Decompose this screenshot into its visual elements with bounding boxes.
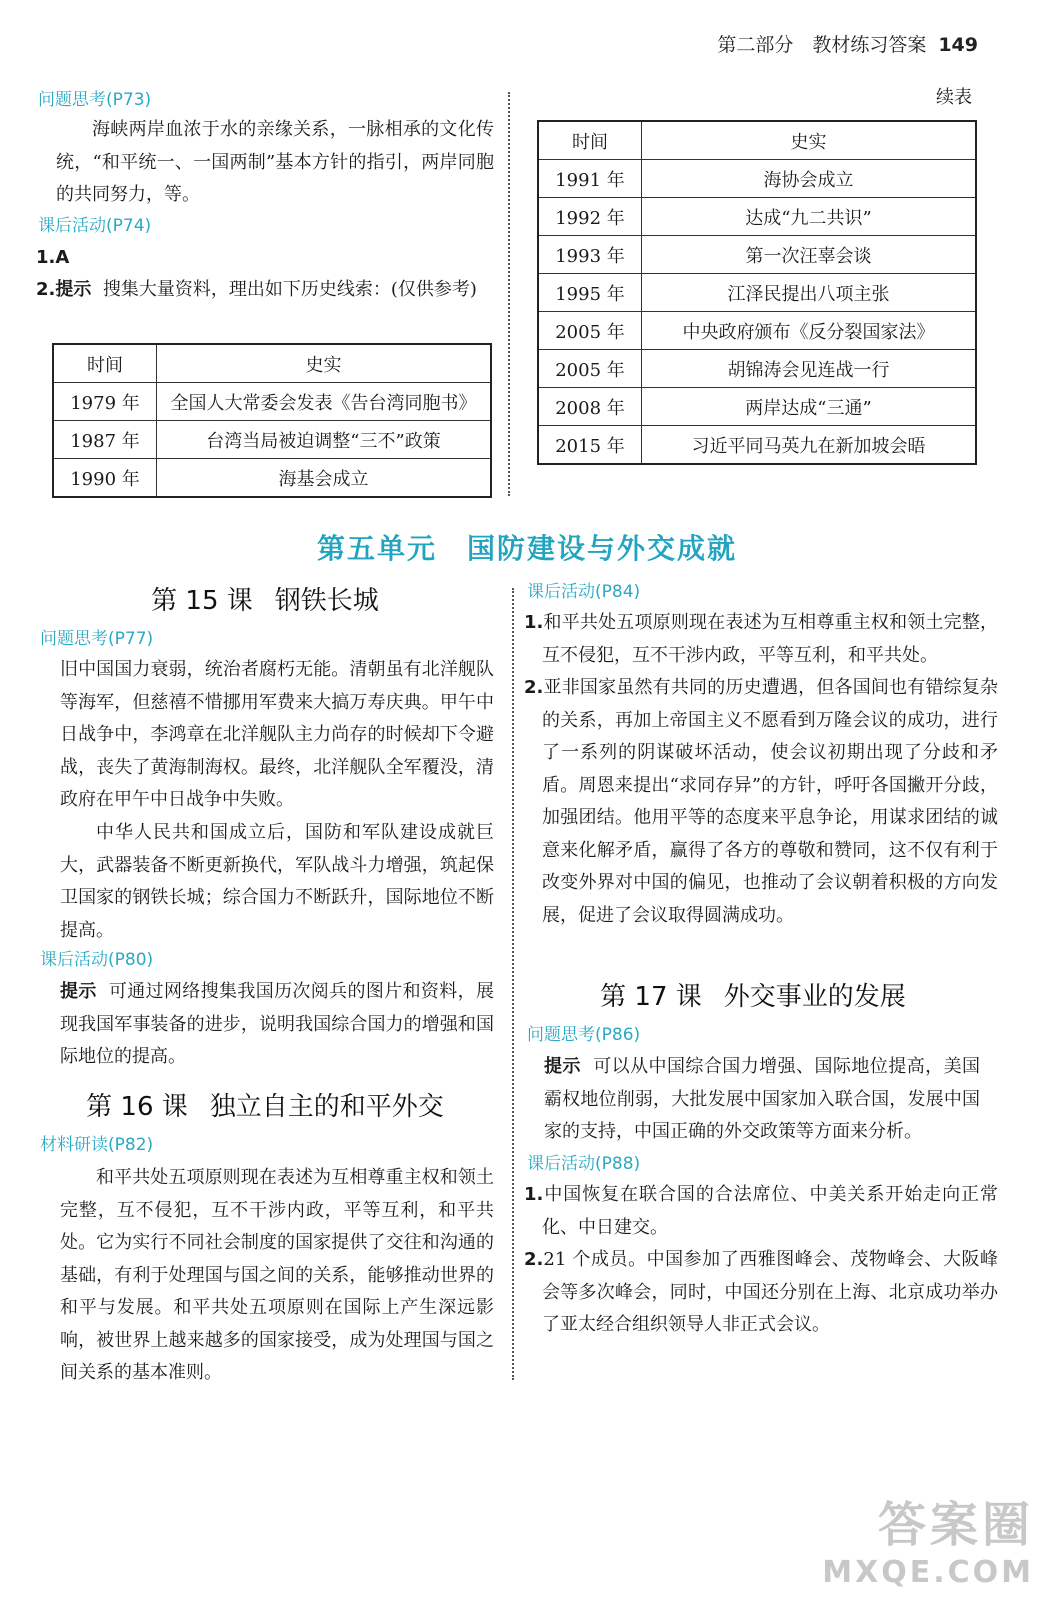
a80-text: 可通过网络搜集我国历次阅兵的图片和资料，展现我国军事装备的进步，说明我国综合国力的增强和国际地位的提高。 xyxy=(60,981,494,1067)
timeline-table-2 xyxy=(537,120,977,465)
table-row xyxy=(538,350,976,388)
table-cell-fact: 台湾当局被迫调整“三不”政策 xyxy=(157,421,492,459)
table-cell-time: 2015 年 xyxy=(538,426,642,465)
a74-item-2-num: 2. xyxy=(36,279,56,300)
table-header-fact: 史实 xyxy=(157,344,492,383)
table-row xyxy=(538,160,976,198)
q73-title: 问题思考(P73) xyxy=(38,90,152,110)
q77-title: 问题思考(P77) xyxy=(40,629,154,649)
a74-item-1-num: 1. xyxy=(36,247,56,268)
a84-item-2-num: 2. xyxy=(524,677,544,698)
table-cell-time: 1993 年 xyxy=(538,236,642,274)
table-header-row xyxy=(538,121,976,160)
table-cell-time: 1987 年 xyxy=(53,421,157,459)
table-cell-time: 1992 年 xyxy=(538,198,642,236)
lesson-16-heading xyxy=(36,1086,494,1123)
a74-item-1-text: A xyxy=(55,247,70,268)
table-row xyxy=(538,388,976,426)
lesson-15-number: 第 15 课 xyxy=(151,586,253,616)
page-header xyxy=(717,30,978,57)
a84-item-1 xyxy=(524,607,998,672)
m82-text: 和平共处五项原则现在表述为互相尊重主权和领土完整，互不侵犯，互不干涉内政，平等互利，和平共处。它为实行不同社会制度的国家提供了交往和沟通的基础，有利于处理国与国之间的关系，能够推动世界的和平与发展。和平共处五项原则在国际上产生深远影响，被世界上越来越多的国家接受，成为处理国与国之间关系的基本准则。 xyxy=(60,1167,494,1383)
table-row xyxy=(538,426,976,465)
table-header-row xyxy=(53,344,491,383)
a88-item-2-num: 2. xyxy=(524,1249,544,1270)
table-cell-fact: 中央政府颁布《反分裂国家法》 xyxy=(642,312,977,350)
table-header-fact: 史实 xyxy=(642,121,977,160)
table-cell-fact: 胡锦涛会见连战一行 xyxy=(642,350,977,388)
column-divider-bottom xyxy=(512,588,514,1380)
q86-text: 可以从中国综合国力增强、国际地位提高，美国霸权地位削弱，大批发展中国家加入联合国，发展中国家的支持，中国正确的外交政策等方面来分析。 xyxy=(544,1056,981,1142)
table-row xyxy=(53,459,491,498)
lesson-16-number: 第 16 课 xyxy=(86,1092,188,1122)
unit-title xyxy=(0,527,1054,567)
unit-name: 国防建设与外交成就 xyxy=(467,532,738,565)
m82-title: 材料研读(P82) xyxy=(40,1135,154,1155)
table-row xyxy=(538,274,976,312)
q86-label: 提示 xyxy=(544,1056,581,1077)
table-header-time: 时间 xyxy=(538,121,642,160)
a88-item-1 xyxy=(524,1179,998,1244)
page-number: 149 xyxy=(938,34,978,56)
table-row xyxy=(538,198,976,236)
a84-item-2 xyxy=(524,672,998,932)
a84-item-1-text: 和平共处五项原则现在表述为互相尊重主权和领土完整，互不侵犯，互不干涉内政，平等互利，和平共处。 xyxy=(542,612,998,666)
lesson-15-title: 钢铁长城 xyxy=(274,586,379,616)
a74-item-2-text: 搜集大量资料，理出如下历史线索：(仅供参考) xyxy=(102,279,477,300)
lesson-17-heading xyxy=(524,976,982,1013)
table-cell-fact: 海基会成立 xyxy=(157,459,492,498)
q86-title: 问题思考(P86) xyxy=(527,1025,641,1045)
lesson-17-number: 第 17 课 xyxy=(600,982,702,1012)
q77-paragraph-1: 旧中国国力衰弱，统治者腐朽无能。清朝虽有北洋舰队等海军，但慈禧不惜挪用军费来大搞万寿庆典。甲午中日战争中，李鸿章在北洋舰队主力尚存的时候却下令避战，丧失了黄海制海权。最终，北洋舰队全军覆没，清政府在甲午中日战争中失败。 xyxy=(60,659,494,810)
table-row xyxy=(538,312,976,350)
lesson-15-heading xyxy=(36,580,494,617)
table-cell-time: 2005 年 xyxy=(538,312,642,350)
table-cell-fact: 第一次汪辜会谈 xyxy=(642,236,977,274)
table-cell-fact: 两岸达成“三通” xyxy=(642,388,977,426)
a74-item-1 xyxy=(36,242,496,275)
a88-title: 课后活动(P88) xyxy=(527,1154,641,1174)
table-cell-fact: 江泽民提出八项主张 xyxy=(642,274,977,312)
table-cell-fact: 习近平同马英九在新加坡会晤 xyxy=(642,426,977,465)
table-continued-caption: 续表 xyxy=(936,87,972,108)
q73-text: 海峡两岸血浓于水的亲缘关系，一脉相承的文化传统，“和平统一、一国两制”基本方针的指引，两岸同胞的共同努力，等。 xyxy=(56,119,494,205)
table-cell-time: 1979 年 xyxy=(53,383,157,421)
watermark-line-1: 答案圈 xyxy=(877,1497,1034,1553)
a74-item-2 xyxy=(36,274,512,307)
table-cell-time: 1990 年 xyxy=(53,459,157,498)
table-row xyxy=(53,421,491,459)
a80-title: 课后活动(P80) xyxy=(40,950,154,970)
lesson-17-title: 外交事业的发展 xyxy=(723,982,906,1012)
a88-item-2-text: 21 个成员。中国参加了西雅图峰会、茂物峰会、大阪峰会等多次峰会，同时，中国还分别在上海、北京成功举办了亚太经合组织领导人非正式会议。 xyxy=(542,1249,998,1335)
a88-item-2 xyxy=(524,1244,998,1342)
timeline-table-1 xyxy=(52,343,492,498)
table-row xyxy=(538,236,976,274)
watermark-logo xyxy=(822,1486,1034,1590)
a84-title: 课后活动(P84) xyxy=(527,582,641,602)
a80-text-block xyxy=(60,976,494,1074)
lesson-16-title: 独立自主的和平外交 xyxy=(209,1092,444,1122)
table-header-time: 时间 xyxy=(53,344,157,383)
a88-item-1-text: 中国恢复在联合国的合法席位、中美关系开始走向正常化、中日建交。 xyxy=(542,1184,998,1238)
q77-paragraph-2: 中华人民共和国成立后，国防和军队建设成就巨大，武器装备不断更新换代，军队战斗力增强，筑起保卫国家的钢铁长城；综合国力不断跃升，国际地位不断提高。 xyxy=(60,822,494,941)
a74-item-2-label: 提示 xyxy=(55,279,92,300)
table-cell-time: 2005 年 xyxy=(538,350,642,388)
table-cell-time: 1995 年 xyxy=(538,274,642,312)
table-row xyxy=(53,383,491,421)
q86-text-block xyxy=(544,1051,980,1149)
table-cell-fact: 全国人大常委会发表《告台湾同胞书》 xyxy=(157,383,492,421)
table-cell-time: 1991 年 xyxy=(538,160,642,198)
a74-title: 课后活动(P74) xyxy=(38,216,152,236)
a88-item-1-num: 1. xyxy=(524,1184,544,1205)
a84-item-2-text: 亚非国家虽然有共同的历史遭遇，但各国间也有错综复杂的关系，再加上帝国主义不愿看到万隆会议的成功，进行了一系列的阴谋破坏活动，使会议初期出现了分歧和矛盾。周恩来提出“求同存异”的方针，呼吁各国撇开分歧，加强团结。他用平等的态度来平息争论，用谋求团结的诚意来化解矛盾，赢得了各方的尊敬和赞同，这不仅有利于改变外界对中国的偏见，也推动了会议朝着积极的方向发展，促进了会议取得圆满成功。 xyxy=(542,677,998,926)
a80-label: 提示 xyxy=(60,981,97,1002)
a84-item-1-num: 1. xyxy=(524,612,544,633)
table-cell-time: 2008 年 xyxy=(538,388,642,426)
section-title: 第二部分 教材练习答案 xyxy=(717,34,927,56)
table-cell-fact: 达成“九二共识” xyxy=(642,198,977,236)
table-cell-fact: 海协会成立 xyxy=(642,160,977,198)
watermark-line-2: MXQE.COM xyxy=(822,1555,1034,1590)
unit-number: 第五单元 xyxy=(316,532,437,565)
